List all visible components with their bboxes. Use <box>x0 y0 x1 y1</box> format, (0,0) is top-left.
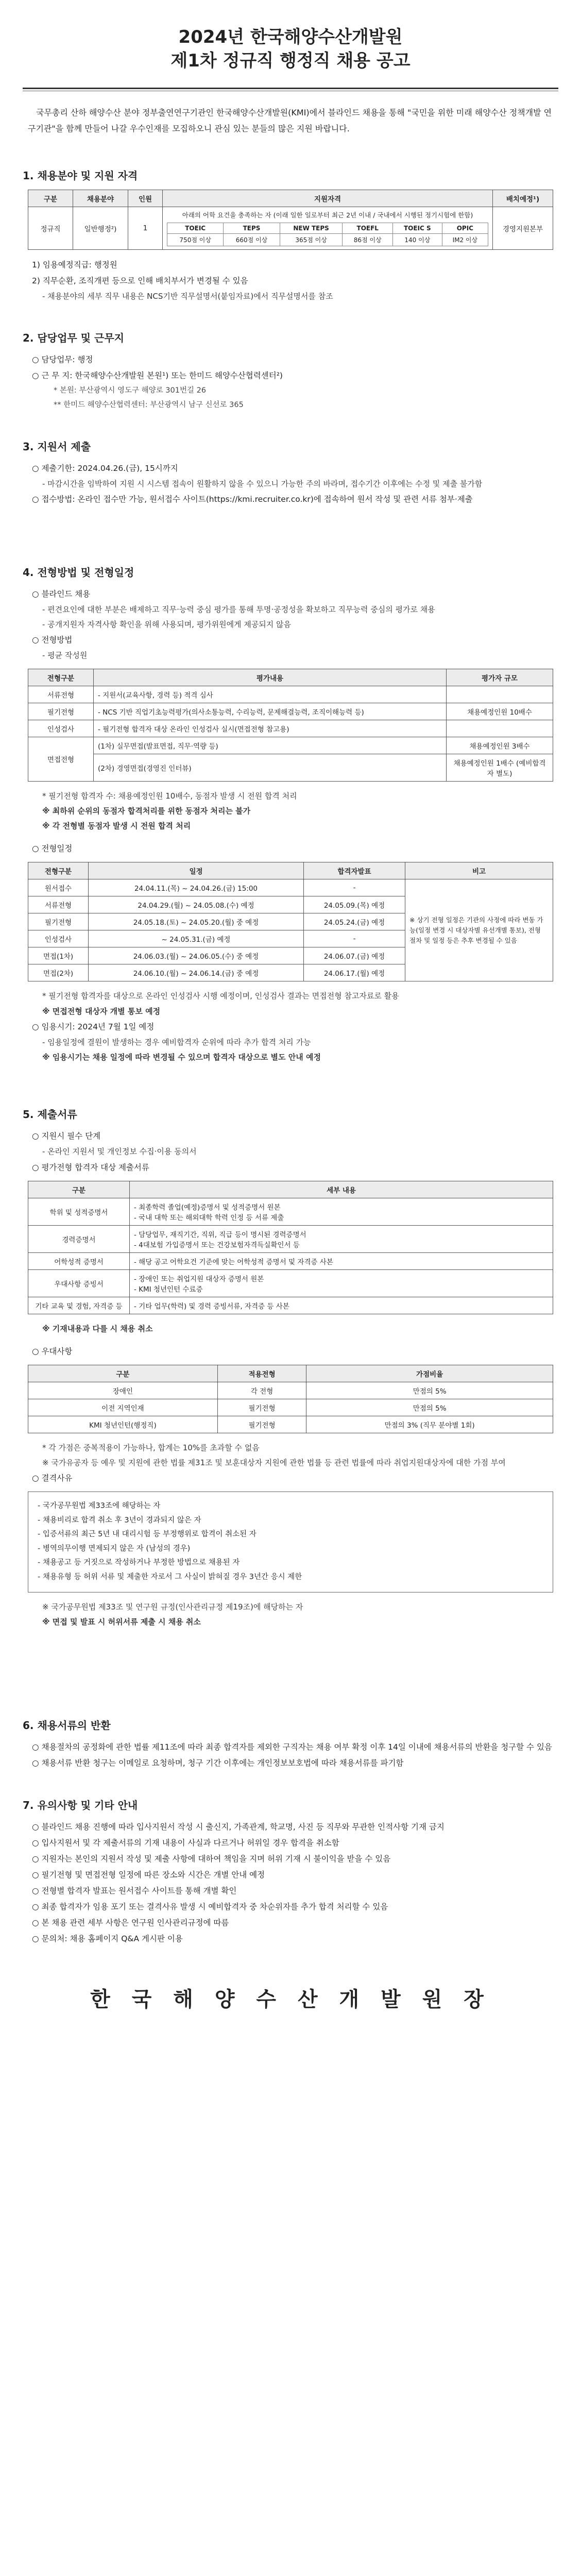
disq-item: - 병역의무이행 면제되지 않은 자 (남성의 경우) <box>38 1544 191 1553</box>
table-cell: 24.06.17.(월) 예정 <box>304 964 405 981</box>
table-cell: 채용예정인원 10배수 <box>447 703 553 720</box>
notice-line: ○ 최종 합격자가 임용 포기 또는 결격사유 발생 시 예비합격자 중 차순위자를 추가 합격 처리할 수 있음 <box>32 1902 388 1912</box>
method-note: * 필기전형 합격자 수: 채용예정인원 10배수, 동점자 발생 시 전원 합격 처리 <box>42 791 297 801</box>
documents-table-wrap <box>28 1181 553 1314</box>
process-line: ○ 전형방법 <box>32 635 73 645</box>
disq-label: ○ 결격사유 <box>32 1473 73 1483</box>
table-cell: 일반행정²) <box>73 207 128 250</box>
notice-line: ○ 전형별 합격자 발표는 원서접수 사이트를 통해 개별 확인 <box>32 1886 237 1896</box>
lang-value: 660점 이상 <box>224 234 280 246</box>
table-cell <box>447 686 553 703</box>
process-line: - 공개지원자 자격사항 확인을 위해 사용되며, 평가위원에게 제공되지 않음 <box>42 620 292 629</box>
workplace-note: * 본원: 부산광역시 영도구 해양로 301번길 26 <box>54 386 207 395</box>
table-cell: 어학성적 증명서 <box>28 1252 130 1269</box>
disq-item: - 채용비리로 합격 취소 후 3년이 경과되지 않은 자 <box>38 1516 201 1524</box>
notice-line: ○ 지원자는 본인의 지원서 작성 및 제출 사항에 대하여 책임을 지며 허위 기재 시 불이익을 받을 수 있음 <box>32 1854 391 1864</box>
table-cell: 경력증명서 <box>28 1225 130 1252</box>
notice-line: ○ 블라인드 채용 진행에 따라 입사지원서 작성 시 출신지, 가족관계, 학교명, 사진 등 직무와 무관한 인적사항 기재 금지 <box>32 1822 445 1832</box>
section-title: 6. 채용서류의 반환 <box>23 1719 111 1732</box>
schedule-note: ※ 임용시기는 채용 일정에 따라 변경될 수 있으며 합격자 대상으로 별도 안내 예정 <box>42 1053 321 1062</box>
table-header: 구분 <box>28 1365 218 1382</box>
pref-note: * 각 가점은 중복적용이 가능하나, 합계는 10%를 초과할 수 없음 <box>42 1443 260 1452</box>
section-title: 3. 지원서 제출 <box>23 440 91 453</box>
table-cell: 채용예정인원 1배수 (예비합격자 별도) <box>447 754 553 781</box>
issuer-signature: 한 국 해 양 수 산 개 발 원 장 <box>90 1988 491 2012</box>
schedule-note: - 임용일정에 결원이 발생하는 경우 예비합격자 순위에 따라 추가 합격 처리 가능 <box>42 1037 311 1047</box>
lang-value: 140 이상 <box>393 234 442 246</box>
table-cell: 24.06.10.(월) ~ 24.06.14.(금) 중 예정 <box>89 964 304 981</box>
lang-header: TEPS <box>224 223 280 234</box>
table-cell: 필기전형 <box>28 703 94 720</box>
table-cell: 24.05.09.(목) 예정 <box>304 896 405 913</box>
duty-line: ○ 담당업무: 행정 <box>32 355 93 365</box>
table-header: 구분 <box>28 1181 130 1198</box>
table-cell: - NCS 기반 직업기초능력평가(의사소통능력, 수리능력, 문제해결능력, 조직이해능력 등) <box>94 703 447 720</box>
table-cell: 24.06.07.(금) 예정 <box>304 947 405 964</box>
table-header: 구분 <box>28 190 73 207</box>
pref-label: ○ 우대사항 <box>32 1346 73 1356</box>
table-cell: 우대사항 증빙서 <box>28 1269 130 1297</box>
table-header: 평가자 규모 <box>447 669 553 686</box>
lang-header: TOEFL <box>343 223 393 234</box>
note-line: - 채용분야의 세부 직무 내용은 NCS기반 직무설명서(붙임자료)에서 직무설명서를 참조 <box>42 292 333 301</box>
lang-value: 750점 이상 <box>167 234 224 246</box>
schedule-label: ○ 전형일정 <box>32 844 73 854</box>
table-header: 지원자격 <box>163 190 493 207</box>
lang-header: OPIC <box>442 223 488 234</box>
table-cell <box>447 720 553 737</box>
section-documents <box>23 1106 558 1630</box>
section-title: 5. 제출서류 <box>23 1108 77 1121</box>
table-cell: - 최종학력 졸업(예정)증명서 및 성적증명서 원본 - 국내 대학 또는 해외대학 학력 인정 등 서류 제출 <box>130 1198 553 1225</box>
section-return <box>23 1717 558 1771</box>
table-cell: - 기타 업무(학력) 및 경력 증빙서류, 자격증 등 사본 <box>130 1297 553 1314</box>
table-header: 평가내용 <box>94 669 447 686</box>
table-cell: - 담당업무, 재직기간, 직위, 직급 등이 명시된 경력증명서 - 4대보험 가입증명서 또는 건강보험자격득실확인서 등 <box>130 1225 553 1252</box>
table-cell: 이전 지역인재 <box>28 1399 218 1416</box>
table-cell: (1차) 실무면접(발표면접, 직무·역량 등) <box>94 737 447 754</box>
method-table-wrap <box>28 669 553 782</box>
table-header: 일정 <box>89 862 304 879</box>
method-line: ○ 접수방법: 온라인 접수만 가능, 원서접수 사이트(https://kmi.recruiter.co.kr)에 접속하여 원서 작성 및 관련 서류 첨부·제출 <box>32 494 473 504</box>
schedule-note: ※ 면접전형 대상자 개별 통보 예정 <box>42 1006 161 1016</box>
process-line: ○ 블라인드 채용 <box>32 589 91 599</box>
table-cell: 서류전형 <box>28 896 89 913</box>
table-cell: 24.05.24.(금) 예정 <box>304 913 405 930</box>
notice-line: ○ 본 채용 관련 세부 사항은 연구원 인사관리규정에 따름 <box>32 1918 229 1928</box>
table-cell: 필기전형 <box>28 913 89 930</box>
table-cell: KMI 청년인턴(행정직) <box>28 1416 218 1433</box>
table-cell: 경영지원본부 <box>493 207 553 250</box>
table-cell: - <box>304 930 405 947</box>
table-cell: 24.05.18.(토) ~ 24.05.20.(월) 중 예정 <box>89 913 304 930</box>
table-cell: 면접(1차) <box>28 947 89 964</box>
section-notices <box>23 1797 558 1947</box>
documents-table <box>28 1181 553 1314</box>
intro-paragraph: 국무총리 산하 해양수산 분야 정부출연연구기관인 한국해양수산개발원(KMI)에서 블라인드 채용을 통해 "국민을 위한 미래 해양수산 정책개발 연구기관"을 함께 만들어 나갈 우수인재를 모집하오니 관심 있는 분들의 많은 지원 바랍니다. <box>28 107 552 133</box>
lang-header: TOEIC <box>167 223 224 234</box>
table-cell: 인성검사 <box>28 720 94 737</box>
table-cell: 원서접수 <box>28 879 89 896</box>
disq-note: ※ 면접 및 발표 시 허위서류 제출 시 채용 취소 <box>42 1617 201 1626</box>
section-title: 2. 담당업무 및 근무지 <box>23 332 124 345</box>
return-line: ○ 채용서류 반환 청구는 이메일로 요청하며, 청구 기간 이후에는 개인정보보호법에 따라 채용서류를 파기함 <box>32 1758 404 1768</box>
table-cell: 기타 교육 및 경험, 자격증 등 <box>28 1297 130 1314</box>
note-line: 2) 직무순환, 조직개편 등으로 인해 배치부서가 변경될 수 있음 <box>32 276 248 286</box>
disq-item: - 입증서류의 최근 5년 내 대리시험 등 부정행위로 합격이 취소된 자 <box>38 1530 257 1539</box>
deadline-line: ○ 제출기한: 2024.04.26.(금), 15시까지 <box>32 463 178 473</box>
section-process <box>23 564 558 1065</box>
doc-line: ○ 평가전형 합격자 대상 제출서류 <box>32 1162 149 1172</box>
disqualification-box <box>28 1492 553 1592</box>
table-header: 가점비율 <box>306 1365 553 1382</box>
section-application <box>23 438 558 507</box>
table-cell: 필기전형 <box>217 1416 306 1433</box>
schedule-remark: ※ 상기 전형 일정은 기관의 사정에 따라 변동 가능(일정 변경 시 대상자별 유선개별 통보), 전형 절차 및 일정 등은 추후 변경될 수 있음 <box>405 879 553 981</box>
method-table <box>28 669 553 782</box>
notice-line: ○ 필기전형 및 면접전형 일정에 따른 장소와 시간은 개별 안내 예정 <box>32 1870 265 1880</box>
pref-note: ※ 국가유공자 등 예우 및 지원에 관한 법률 제31조 및 보훈대상자 지원에 관한 법률 등 관련 법률에 따라 취업지원대상자에 대한 가점 부여 <box>42 1458 506 1467</box>
schedule-note: ○ 임용시기: 2024년 7월 1일 예정 <box>32 1022 155 1031</box>
title-line-1: 2024년 한국해양수산개발원 <box>178 27 403 47</box>
table-cell: 24.04.11.(목) ~ 24.04.26.(금) 15:00 <box>89 879 304 896</box>
table-cell: - 필기전형 합격자 대상 온라인 인성검사 실시(면접전형 참고용) <box>94 720 447 737</box>
table-cell: 만점의 5% <box>306 1399 553 1416</box>
notice-line: ○ 입사지원서 및 각 제출서류의 기재 내용이 사실과 다르거나 허위일 경우 합격을 취소함 <box>32 1838 339 1848</box>
disq-item: - 채용유형 등 허위 서류 및 제출한 자로서 그 사실이 밝혀질 경우 3년간 응시 제한 <box>38 1572 302 1581</box>
title-line-2: 제1차 정규직 행정직 채용 공고 <box>170 50 411 71</box>
disq-item: - 채용공고 등 거짓으로 작성하거나 부정한 방법으로 채용된 자 <box>38 1558 240 1567</box>
process-line: - 편견요인에 대한 부분은 배제하고 직무·능력 중심 평가를 통해 투명·공정성을 확보하고 직무능력 중심의 평가로 채용 <box>42 604 435 614</box>
lang-header: NEW TEPS <box>280 223 343 234</box>
table-header: 적용전형 <box>217 1365 306 1382</box>
disq-note: ※ 국가공무원법 제33조 및 연구원 규정(인사관리규정 제19조)에 해당하는 자 <box>42 1602 303 1612</box>
schedule-table-wrap <box>28 862 553 981</box>
table-cell: (2차) 경영면접(경영진 인터뷰) <box>94 754 447 781</box>
table-cell: 만점의 5% <box>306 1382 553 1399</box>
section-title: 1. 채용분야 및 지원 자격 <box>23 170 138 182</box>
qualification-table-wrap <box>28 190 553 250</box>
table-cell: 24.04.29.(월) ~ 24.05.08.(수) 예정 <box>89 896 304 913</box>
preference-table <box>28 1365 553 1433</box>
note-line: 1) 임용예정직급: 행정원 <box>32 260 117 270</box>
doc-note: ※ 기재내용과 다를 시 채용 취소 <box>42 1324 153 1333</box>
workplace-line: ○ 근 무 지: 한국해양수산개발원 본원¹) 또는 한미드 해양수산협력센터²) <box>32 371 283 381</box>
table-cell: - 장애인 또는 취업지원 대상자 증명서 원본 - KMI 청년인턴 수료증 <box>130 1269 553 1297</box>
lang-value: 365점 이상 <box>280 234 343 246</box>
table-cell: 인성검사 <box>28 930 89 947</box>
table-cell: 1 <box>128 207 163 250</box>
method-note: ※ 최하위 순위의 동점자 합격처리를 위한 동점자 처리는 불가 <box>42 806 251 816</box>
workplace-note: ** 한미드 해양수산협력센터: 부산광역시 남구 신선로 365 <box>54 400 244 409</box>
lang-value: 86점 이상 <box>343 234 393 246</box>
table-header: 세부 내용 <box>130 1181 553 1198</box>
notice-line: ○ 문의처: 채용 홈페이지 Q&A 게시판 이용 <box>32 1934 183 1944</box>
page-title <box>23 26 558 73</box>
qualification-cell <box>163 207 493 250</box>
table-header: 전형구분 <box>28 669 94 686</box>
qualification-table <box>28 190 553 250</box>
section-qualifications <box>23 167 558 304</box>
language-score-table <box>167 223 488 246</box>
table-cell: 정규직 <box>28 207 73 250</box>
table-header: 전형구분 <box>28 862 89 879</box>
deadline-note: - 마감시간을 임박하여 지원 시 시스템 접속이 원활하지 않을 수 있으니 가능한 주의 바라며, 접수기간 이후에는 수정 및 제출 불가함 <box>42 479 483 488</box>
schedule-table <box>28 862 553 981</box>
table-cell: ~ 24.05.31.(금) 예정 <box>89 930 304 947</box>
qualification-text: 아래의 어학 요건을 충족하는 자 (이래 일한 일로부터 최근 2년 이내 / 국내에서 시행된 정기시험에 한함) <box>182 211 473 219</box>
doc-line: ○ 지원시 필수 단계 <box>32 1131 101 1141</box>
method-note: ※ 각 전형별 동점자 발생 시 전원 합격 처리 <box>42 821 191 831</box>
table-cell: 필기전형 <box>217 1399 306 1416</box>
table-cell: - <box>304 879 405 896</box>
section-duties <box>23 330 558 412</box>
doc-line: - 온라인 지원서 및 개인정보 수집·이용 동의서 <box>42 1147 197 1157</box>
table-header: 채용분야 <box>73 190 128 207</box>
table-cell: 24.06.03.(월) ~ 24.06.05.(수) 중 예정 <box>89 947 304 964</box>
table-cell: 장애인 <box>28 1382 218 1399</box>
section-title: 7. 유의사항 및 기타 안내 <box>23 1799 138 1812</box>
table-header: 합격자발표 <box>304 862 405 879</box>
lang-value: IM2 이상 <box>442 234 488 246</box>
table-cell: 서류전형 <box>28 686 94 703</box>
table-cell: 채용예정인원 3배수 <box>447 737 553 754</box>
table-cell: - 지원서(교육사항, 경력 등) 적격 심사 <box>94 686 447 703</box>
table-cell: 각 전형 <box>217 1382 306 1399</box>
return-line: ○ 채용절차의 공정화에 관한 법률 제11조에 따라 최종 합격자를 제외한 구직자는 채용 여부 확정 이후 14일 이내에 채용서류의 반환을 청구할 수 있음 <box>32 1742 552 1752</box>
title-rule-thick <box>23 88 558 89</box>
table-cell: 학위 및 성적증명서 <box>28 1198 130 1225</box>
announcement-page <box>23 0 558 2043</box>
table-header: 인원 <box>128 190 163 207</box>
section-title: 4. 전형방법 및 전형일정 <box>23 566 134 579</box>
table-cell: - 해당 공고 어학요건 기준에 맞는 어학성적 증명서 및 자격증 사본 <box>130 1252 553 1269</box>
process-line: - 평균 작성원 <box>42 651 88 660</box>
disq-item: - 국가공무원법 제33조에 해당하는 자 <box>38 1502 161 1511</box>
table-header: 비고 <box>405 862 553 879</box>
table-cell: 면접(2차) <box>28 964 89 981</box>
table-cell: 면접전형 <box>28 737 94 781</box>
table-header: 배치예정¹) <box>493 190 553 207</box>
schedule-note: * 필기전형 합격자를 대상으로 온라인 인성검사 시행 예정이며, 인성검사 결과는 면접전형 참고자료로 활용 <box>42 991 399 1001</box>
preference-table-wrap <box>28 1365 553 1433</box>
table-cell: 만점의 3% (직무 분야별 1회) <box>306 1416 553 1433</box>
lang-header: TOEIC S <box>393 223 442 234</box>
